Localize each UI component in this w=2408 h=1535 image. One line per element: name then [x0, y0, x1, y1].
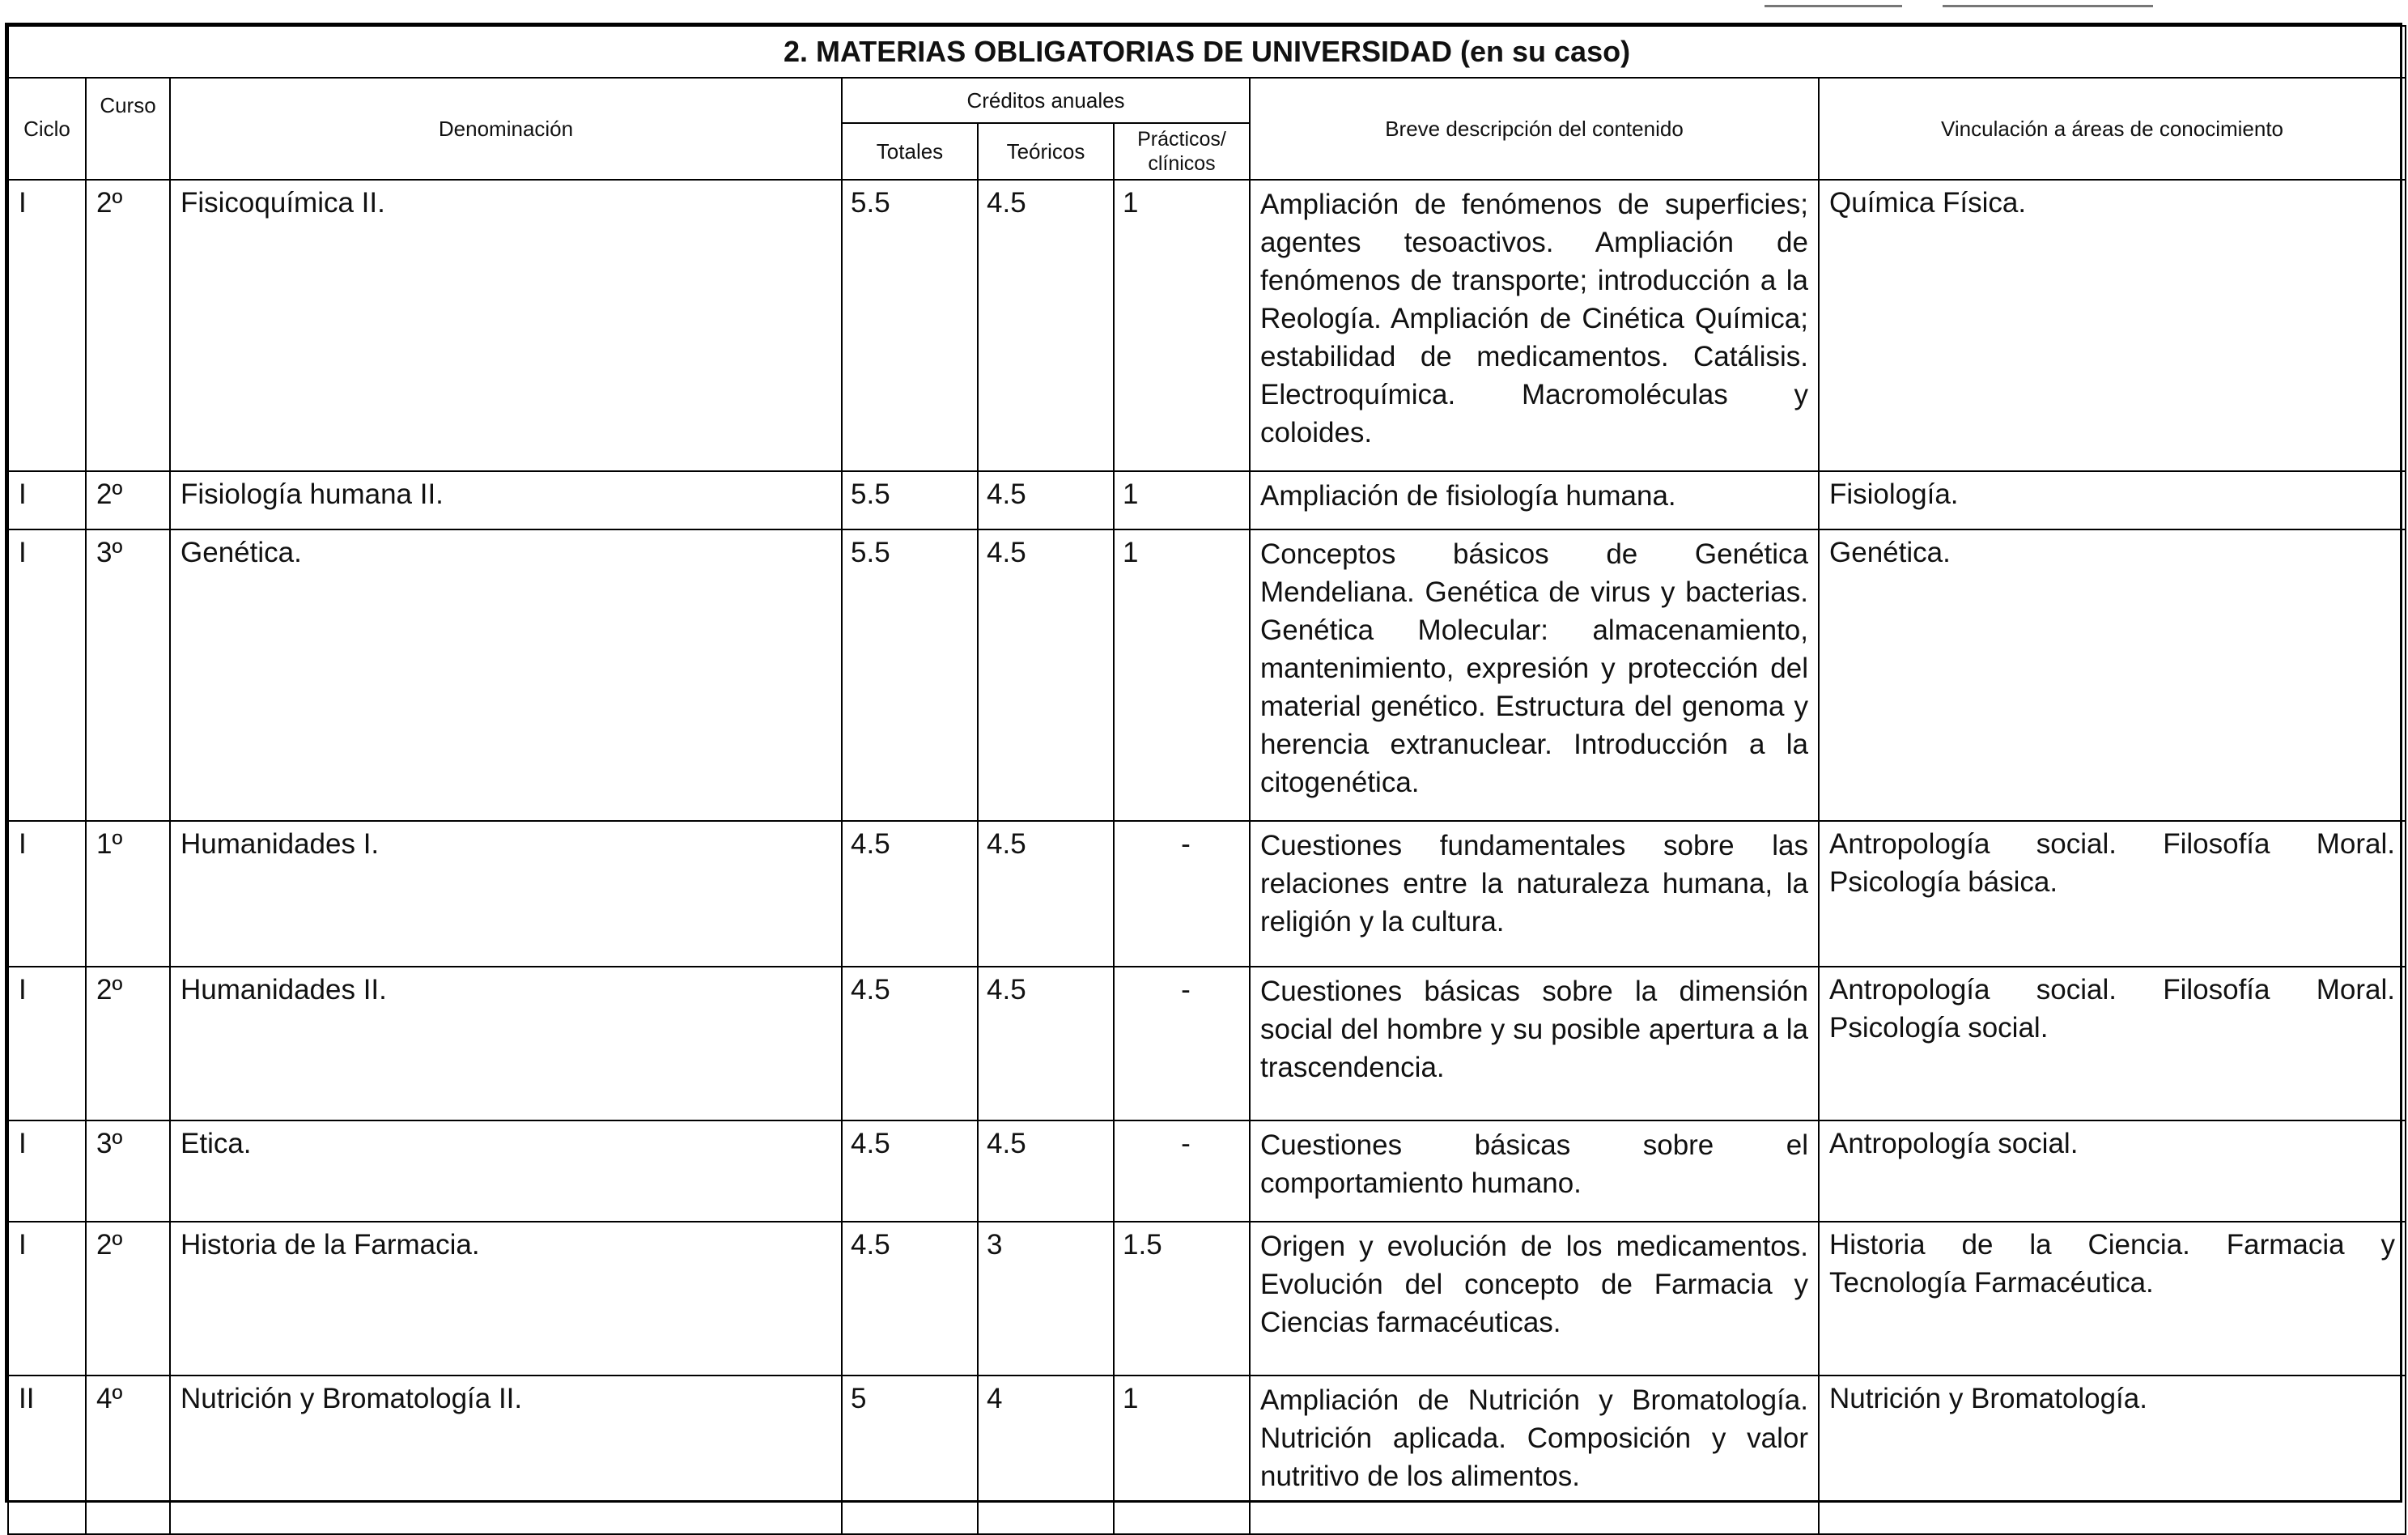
cell-descripcion: Conceptos básicos de Genética Mendeliana. Genética de virus y bacterias. Genética Molecular: almacenamiento, mantenimiento, expresión y protección del material genético. Estructura del genoma y herencia extranuclear. Introducción a la citogenética.	[1250, 529, 1819, 821]
table-title: 2. MATERIAS OBLIGATORIAS DE UNIVERSIDAD (en su caso)	[8, 26, 2406, 78]
cell-descripcion: Cuestiones básicas sobre el comportamiento humano.	[1250, 1120, 1819, 1222]
cell-denominacion: Fisiología humana II.	[170, 471, 842, 529]
cell-descripcion: Ampliación de fenómenos de superficies; agentes tesoactivos. Ampliación de fenómenos de transporte; introducción a la Reología. Ampliación de Cinética Química; estabilidad de medicamentos. Catálisis. Electroquímica. Macromoléculas y coloides.	[1250, 180, 1819, 471]
table-row	[8, 471, 2406, 529]
cell-teoricos: 4	[978, 1376, 1114, 1534]
cell-curso: 1º	[86, 821, 170, 967]
materias-table	[7, 25, 2406, 1535]
cell-totales: 4.5	[842, 1222, 978, 1376]
cell-practicos: 1	[1114, 471, 1250, 529]
table-row	[8, 1120, 2406, 1222]
header-creditos-anuales: Créditos anuales	[842, 78, 1250, 123]
cell-teoricos: 4.5	[978, 1120, 1114, 1222]
table-row	[8, 967, 2406, 1120]
table-row	[8, 1222, 2406, 1376]
cell-denominacion: Etica.	[170, 1120, 842, 1222]
cell-curso: 4º	[86, 1376, 170, 1534]
cell-vinculacion: Fisiología.	[1819, 471, 2406, 529]
table-row	[8, 821, 2406, 967]
cell-descripcion: Cuestiones fundamentales sobre las relaciones entre la naturaleza humana, la religión y la cultura.	[1250, 821, 1819, 967]
scan-artifact-line	[1943, 5, 2153, 7]
header-curso: Curso	[86, 78, 170, 180]
cell-vinculacion: Nutrición y Bromatología.	[1819, 1376, 2406, 1534]
cell-teoricos: 4.5	[978, 180, 1114, 471]
header-teoricos: Teóricos	[978, 123, 1114, 180]
cell-denominacion: Humanidades I.	[170, 821, 842, 967]
cell-vinculacion: Antropología social.	[1819, 1120, 2406, 1222]
cell-practicos: 1.5	[1114, 1222, 1250, 1376]
cell-teoricos: 3	[978, 1222, 1114, 1376]
cell-vinculacion: Historia de la Ciencia. Farmacia y Tecnología Farmacéutica.	[1819, 1222, 2406, 1376]
cell-ciclo: I	[8, 529, 86, 821]
cell-teoricos: 4.5	[978, 471, 1114, 529]
document-page	[5, 23, 2402, 1503]
header-practicos: Prácticos/ clínicos	[1114, 123, 1250, 180]
cell-curso: 3º	[86, 529, 170, 821]
cell-denominacion: Nutrición y Bromatología II.	[170, 1376, 842, 1534]
cell-teoricos: 4.5	[978, 821, 1114, 967]
cell-teoricos: 4.5	[978, 529, 1114, 821]
cell-totales: 5.5	[842, 529, 978, 821]
header-totales: Totales	[842, 123, 978, 180]
header-denominacion: Denominación	[170, 78, 842, 180]
cell-vinculacion: Química Física.	[1819, 180, 2406, 471]
cell-descripcion: Origen y evolución de los medicamentos. Evolución del concepto de Farmacia y Ciencias farmacéuticas.	[1250, 1222, 1819, 1376]
cell-totales: 5	[842, 1376, 978, 1534]
cell-ciclo: I	[8, 821, 86, 967]
cell-denominacion: Genética.	[170, 529, 842, 821]
table-row	[8, 180, 2406, 471]
cell-ciclo: I	[8, 1222, 86, 1376]
cell-practicos: 1	[1114, 1376, 1250, 1534]
cell-totales: 4.5	[842, 967, 978, 1120]
cell-ciclo: I	[8, 180, 86, 471]
cell-practicos: -	[1114, 821, 1250, 967]
cell-curso: 2º	[86, 180, 170, 471]
table-row	[8, 1376, 2406, 1534]
cell-curso: 2º	[86, 471, 170, 529]
cell-vinculacion: Antropología social. Filosofía Moral. Psicología básica.	[1819, 821, 2406, 967]
cell-totales: 5.5	[842, 180, 978, 471]
cell-vinculacion: Antropología social. Filosofía Moral. Psicología social.	[1819, 967, 2406, 1120]
cell-denominacion: Historia de la Farmacia.	[170, 1222, 842, 1376]
cell-totales: 5.5	[842, 471, 978, 529]
cell-curso: 2º	[86, 1222, 170, 1376]
cell-ciclo: I	[8, 967, 86, 1120]
cell-curso: 3º	[86, 1120, 170, 1222]
header-vinculacion: Vinculación a áreas de conocimiento	[1819, 78, 2406, 180]
table-row	[8, 529, 2406, 821]
cell-practicos: 1	[1114, 180, 1250, 471]
cell-vinculacion: Genética.	[1819, 529, 2406, 821]
header-descripcion: Breve descripción del contenido	[1250, 78, 1819, 180]
cell-descripcion: Ampliación de fisiología humana.	[1250, 471, 1819, 529]
cell-teoricos: 4.5	[978, 967, 1114, 1120]
cell-denominacion: Humanidades II.	[170, 967, 842, 1120]
cell-descripcion: Cuestiones básicas sobre la dimensión social del hombre y su posible apertura a la trascendencia.	[1250, 967, 1819, 1120]
cell-curso: 2º	[86, 967, 170, 1120]
cell-descripcion: Ampliación de Nutrición y Bromatología. Nutrición aplicada. Composición y valor nutritivo de los alimentos.	[1250, 1376, 1819, 1534]
cell-practicos: 1	[1114, 529, 1250, 821]
cell-practicos: -	[1114, 1120, 1250, 1222]
cell-totales: 4.5	[842, 1120, 978, 1222]
header-ciclo: Ciclo	[8, 78, 86, 180]
cell-ciclo: I	[8, 471, 86, 529]
cell-ciclo: II	[8, 1376, 86, 1534]
cell-totales: 4.5	[842, 821, 978, 967]
cell-ciclo: I	[8, 1120, 86, 1222]
cell-denominacion: Fisicoquímica II.	[170, 180, 842, 471]
cell-practicos: -	[1114, 967, 1250, 1120]
scan-artifact-line	[1765, 5, 1902, 7]
